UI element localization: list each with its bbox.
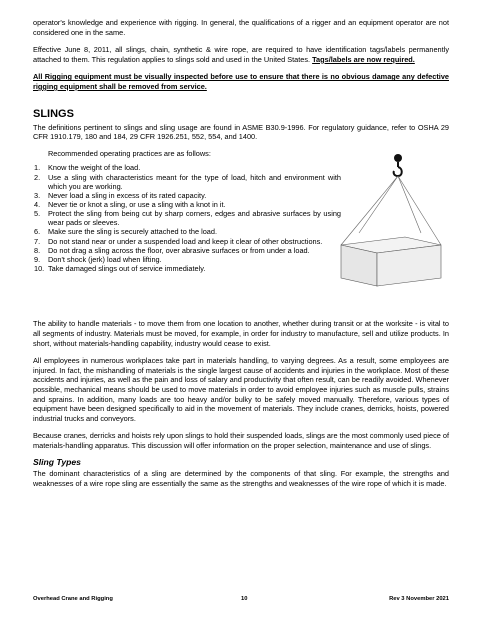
footer-revision: Rev 3 November 2021 [389,596,449,602]
paragraph-rigger-qualifications: operator's knowledge and experience with rigging. In general, the qualifications of a rigger and an equipment operator are not considered one in the same. [33,18,449,37]
practice-number: 1. [34,163,41,173]
practice-text: Protect the sling from being cut by sharp corners, edges and abrasive surfaces by using wear pads or sleeves. [48,209,341,228]
practice-item [33,264,341,273]
practices-list [33,163,341,273]
practice-item [33,191,341,200]
practice-item [33,227,341,236]
practice-item [33,246,341,255]
practice-number: 4. [34,199,41,209]
practice-text: Do not drag a sling across the floor, over abrasive surfaces or from under a load. [48,245,310,255]
hook-block-icon [394,154,402,162]
practice-number: 3. [34,190,41,200]
recommended-practices-intro: Recommended operating practices are as follows: [48,148,211,158]
practice-number: 9. [34,254,41,264]
practice-item [33,173,341,191]
sling-types-heading: Sling Types [33,457,81,468]
practice-item [33,200,341,209]
slings-intro: The definitions pertinent to slings and sling usage are found in ASME B30.9-1996. For regulatory guidance, refer to OSHA 29 CFR 1910.179, 180 and 184, 29 CFR 1926.251, 552, 554, and 1400. [33,122,449,142]
practice-number: 2. [34,172,41,182]
inspection-warning: All Rigging equipment must be visually inspected before use to ensure that there is no obvious damage any defective rigging equipment shall be removed from service. [33,72,449,91]
paragraph-sling-types: The dominant characteristics of a sling are determined by the components of that sling. For example, the strengths and weaknesses of a wire rope sling are essentially the same as the strengths and weaknesses of the wire rope of which it is made. [33,469,449,489]
tag-regulation-emphasis: Tags/labels are now required. [312,54,415,64]
practice-text: Never tie or knot a sling, or use a sling with a knot in it. [48,199,226,209]
practice-text: Know the weight of the load. [48,163,141,173]
box-load-icon [341,237,441,286]
page-number: 10 [241,596,248,602]
practice-text: Don't shock (jerk) load when lifting. [48,254,162,264]
paragraph-employee-injuries: All employees in numerous workplaces take part in materials handling, to varying degrees. As a result, some employees are injured. In fact, the mishandling of materials is the single largest cause of accidents and injuries in the workplace. Most of these accidents and injuries, as well as the pain and loss of salary and productivity that often result, can be readily avoided. Whenever possible, mechanical means should be used to move materials in order to avoid employee injuries such as muscle pulls, strains and sprains. In addition, many loads are too heavy and/or bulky to be safely moved manually. Therefore, various types of equipment have been designed specifically to aid in the movement of materials. They include cranes, derricks, hoists, powered industrial trucks and conveyors. [33,356,449,423]
practice-number: 10. [34,264,45,274]
practice-item [33,209,341,227]
practice-number: 7. [34,236,41,246]
practices-section [33,163,449,311]
sling-legs [341,176,441,245]
practice-text: Use a sling with characteristics meant for the type of load, hitch and environment with which you are working. [48,172,341,191]
sling-load-illustration [339,145,443,305]
paragraph-tag-regulation [33,45,449,64]
document-page [33,18,449,489]
footer-title: Overhead Crane and Rigging [33,596,113,602]
practice-number: 5. [34,209,41,219]
crane-hook-icon [394,162,402,176]
practice-text: Do not stand near or under a suspended load and keep it clear of other obstructions. [48,236,323,246]
tag-regulation-text: Effective June 8, 2011, all slings, chain, synthetic & wire rope, are required to have identification tags/labels permanently attached to them. This regulation applies to slings sold and used in the United States. [33,45,449,64]
paragraph-cranes-slings: Because cranes, derricks and hoists rely upon slings to hold their suspended loads, slings are the most commonly used piece of materials-handling apparatus. This discussion will offer information on the proper selection, maintenance and use of slings. [33,431,449,450]
practice-item [33,163,341,172]
practice-item [33,237,341,246]
practice-item [33,255,341,264]
practice-number: 6. [34,227,41,237]
slings-heading: SLINGS [33,107,74,120]
paragraph-materials-handling: The ability to handle materials - to move them from one location to another, whether during transit or at the worksite - is vital to all segments of industry. Materials must be moved, for example, in order for industry to manufacture, sell and utilize products. In short, without materials-handling capability, industry would cease to exist. [33,319,449,348]
practice-text: Make sure the sling is securely attached to the load. [48,227,217,237]
practice-text: Take damaged slings out of service immediately. [48,264,206,274]
page-footer [33,596,449,606]
practice-number: 8. [34,245,41,255]
practice-text: Never load a sling in excess of its rated capacity. [48,190,207,200]
